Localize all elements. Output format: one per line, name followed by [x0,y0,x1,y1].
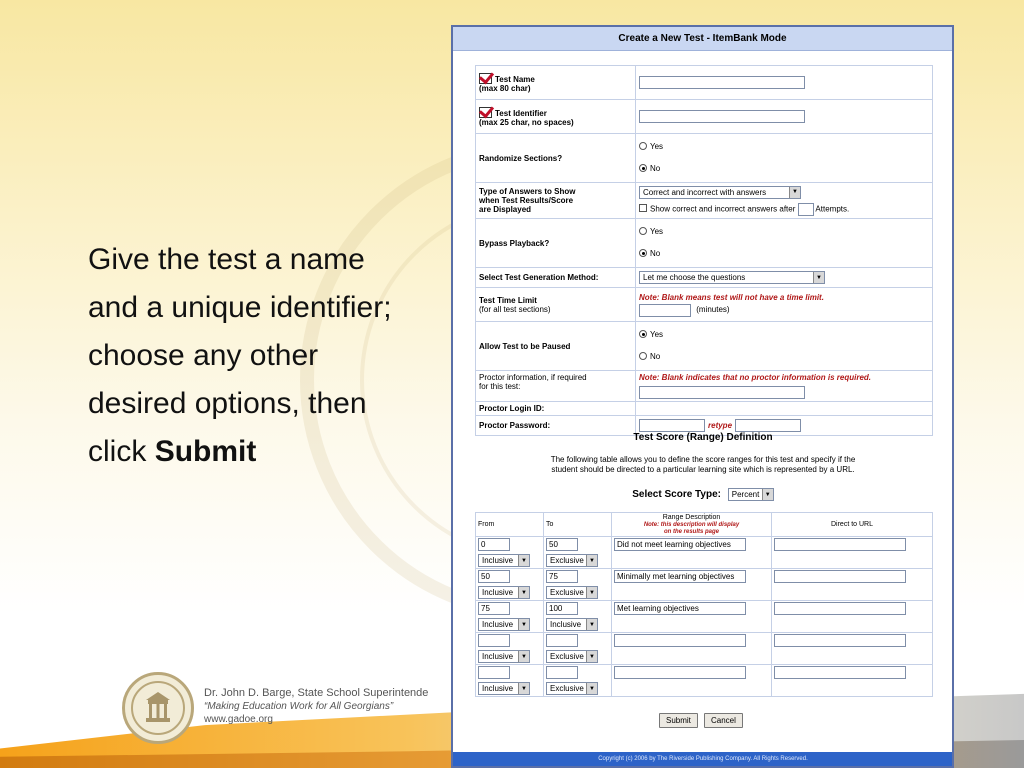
test-name-input[interactable] [639,76,805,89]
from-mode-select[interactable] [478,682,530,695]
score-definition-description [523,455,883,475]
chevron-down-icon[interactable]: ▼ [518,619,529,630]
cancel-button[interactable]: Cancel [704,713,743,728]
chevron-down-icon[interactable]: ▼ [586,587,597,598]
to-input[interactable] [546,634,578,647]
chevron-down-icon[interactable]: ▼ [586,651,597,662]
range-description-input[interactable]: Did not meet learning objectives [614,538,746,551]
yes-label: Yes [650,142,664,151]
test-name-sub: (max 80 char) [479,83,531,93]
from-mode-select-value: Inclusive [482,652,514,661]
from-input[interactable] [478,634,510,647]
score-type-row [453,488,953,501]
bypass-no-option[interactable] [639,243,929,265]
generation-method-label: Select Test Generation Method: [476,268,636,288]
instruction-text: Give the test a name and a unique identifier; choose any other desired options, then click [88,243,392,468]
pause-label: Allow Test to be Paused [476,322,636,371]
from-input[interactable]: 0 [478,538,510,551]
show-after-label: Show correct and incorrect answers after [650,204,796,214]
to-mode-select-value: Exclusive [550,588,584,597]
chevron-down-icon[interactable]: ▼ [518,683,529,694]
submit-button[interactable]: Submit [659,713,698,728]
table-row [476,601,933,633]
radio-icon[interactable] [639,142,647,150]
range-description-input[interactable]: Met learning objectives [614,602,746,615]
radio-icon[interactable] [639,352,647,360]
no-label: No [650,249,661,258]
time-limit-label: Test Time Limit [479,295,537,305]
from-mode-select-value: Inclusive [482,556,514,565]
pause-no-option[interactable] [639,346,929,368]
to-mode-select[interactable] [546,554,598,567]
create-test-window [451,25,954,768]
proctor-password-retype-input[interactable] [735,419,801,432]
yes-label: Yes [650,330,664,339]
score-desc-line-2: student should be directed to a particular learning site which is represented by a URL. [551,465,855,474]
from-input[interactable] [478,666,510,679]
test-identifier-sub: (max 25 char, no spaces) [479,117,574,127]
answers-label-3: are Displayed [479,205,532,214]
col-from: From [476,513,544,537]
chevron-down-icon[interactable]: ▼ [586,619,597,630]
answers-label-2: when Test Results/Score [479,196,574,205]
range-description-input[interactable] [614,666,746,679]
from-input[interactable]: 50 [478,570,510,583]
answers-label-1: Type of Answers to Show [479,187,576,196]
range-description-input[interactable] [614,634,746,647]
generation-method-select[interactable] [639,271,825,284]
randomize-no-option[interactable] [639,158,929,180]
range-desc-header: Range Description [662,514,721,521]
col-direct-url: Direct to URL [772,513,933,537]
chevron-down-icon[interactable]: ▼ [789,187,800,198]
test-identifier-input[interactable] [639,110,805,123]
chevron-down-icon[interactable]: ▼ [518,651,529,662]
score-range-table [475,512,933,697]
score-desc-line-1: The following table allows you to define the score ranges for this test and specify if the [550,455,856,464]
gadoe-logo-area [122,672,462,752]
randomize-yes-option[interactable] [639,136,929,158]
test-name-label-cell [476,66,636,100]
time-limit-input[interactable] [639,304,691,317]
to-mode-select[interactable] [546,586,598,599]
chevron-down-icon[interactable]: ▼ [518,587,529,598]
answers-type-select[interactable] [639,186,801,199]
col-to: To [544,513,612,537]
to-mode-select-value: Exclusive [550,652,584,661]
range-desc-note-2: on the results page [663,529,719,535]
from-mode-select-value: Inclusive [482,684,514,693]
chevron-down-icon[interactable]: ▼ [586,683,597,694]
to-mode-select-value: Exclusive [550,684,584,693]
required-check-icon [479,73,492,84]
attempts-label: Attempts. [815,204,850,214]
table-row [476,665,933,697]
from-input[interactable]: 75 [478,602,510,615]
from-mode-select-value: Inclusive [482,620,514,629]
from-mode-select[interactable] [478,650,530,663]
yes-label: Yes [650,227,664,236]
to-input[interactable] [546,666,578,679]
radio-selected-icon[interactable] [639,164,647,172]
retype-label: retype [708,420,733,430]
proctor-login-label: Proctor Login ID: [476,402,636,416]
radio-selected-icon[interactable] [639,249,647,257]
col-range-description [612,513,772,537]
minutes-label: (minutes) [696,305,730,315]
chevron-down-icon[interactable]: ▼ [762,489,773,500]
to-mode-select[interactable] [546,682,598,695]
to-mode-select-value: Inclusive [550,620,582,629]
bypass-yes-option[interactable] [639,221,929,243]
department-seal-icon [122,672,194,744]
time-limit-sub: (for all test sections) [479,304,551,314]
chevron-down-icon[interactable]: ▼ [586,555,597,566]
to-input[interactable]: 100 [546,602,578,615]
score-type-select[interactable] [728,488,774,501]
superintendent-name: Dr. John D. Barge, State School Superintende [204,687,429,699]
website-link[interactable]: www.gadoe.org [204,714,273,725]
direct-url-input[interactable] [774,602,906,615]
answers-type-value: Correct and incorrect with answers [643,187,767,197]
radio-icon[interactable] [639,227,647,235]
generation-method-value: Let me choose the questions [643,273,746,282]
randomize-label: Randomize Sections? [476,134,636,183]
slide-instruction [88,236,398,476]
copyright-footer: Copyright (c) 2006 by The Riverside Publishing Company. All Rights Reserved. [453,752,953,766]
no-label: No [650,164,661,173]
range-desc-note-1: Note: this description will display [643,522,740,528]
table-row [476,633,933,665]
proctor-info-2: for this test: [479,382,521,391]
chevron-down-icon[interactable]: ▼ [813,272,824,283]
pause-yes-option[interactable] [639,324,929,346]
to-input[interactable]: 50 [546,538,578,551]
tagline: “Making Education Work for All Georgians” [204,701,394,712]
direct-url-input[interactable] [774,538,906,551]
score-definition-title: Test Score (Range) Definition [633,432,773,443]
to-mode-select[interactable] [546,650,598,663]
proctor-login-input[interactable] [639,386,805,399]
bypass-label: Bypass Playback? [476,219,636,268]
direct-url-input[interactable] [774,666,906,679]
table-row [476,537,933,569]
proctor-password-label: Proctor Password: [476,416,636,436]
from-mode-select[interactable] [478,618,530,631]
show-after-checkbox[interactable] [639,204,647,212]
proctor-password-input[interactable] [639,419,705,432]
test-name-label: Test Name [495,74,535,84]
no-label: No [650,352,661,361]
score-type-label: Select Score Type: [632,489,721,501]
chevron-down-icon[interactable]: ▼ [518,555,529,566]
test-settings-form [475,65,933,436]
from-mode-select[interactable] [478,586,530,599]
radio-selected-icon[interactable] [639,330,647,338]
to-mode-select[interactable] [546,618,598,631]
table-row [476,569,933,601]
score-type-value: Percent [731,490,760,499]
window-title: Create a New Test - ItemBank Mode [453,27,952,51]
attempts-input[interactable] [798,203,814,216]
to-input[interactable]: 75 [546,570,578,583]
proctor-note: Note: Blank indicates that no proctor information is required. [639,373,872,382]
from-mode-select-value: Inclusive [482,588,514,597]
from-mode-select[interactable] [478,554,530,567]
direct-url-input[interactable] [774,570,906,583]
test-identifier-label: Test Identifier [495,108,547,118]
proctor-info-1: Proctor information, if required [479,373,587,382]
to-mode-select-value: Exclusive [550,556,584,565]
range-description-input[interactable]: Minimally met learning objectives [614,570,746,583]
time-limit-note: Note: Blank means test will not have a time limit. [639,292,824,302]
required-check-icon [479,107,492,118]
instruction-submit-word: Submit [154,435,257,468]
direct-url-input[interactable] [774,634,906,647]
